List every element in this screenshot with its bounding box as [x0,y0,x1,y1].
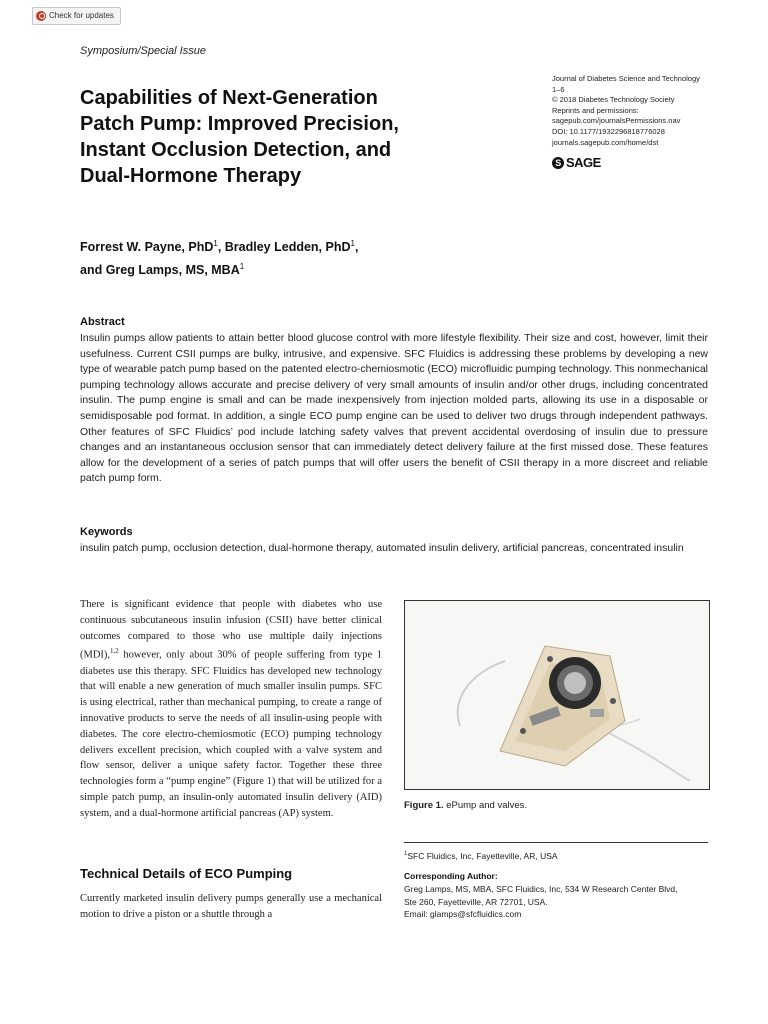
sage-logo-icon: S [552,157,564,169]
title-line: Patch Pump: Improved Precision, [80,113,399,135]
corresponding-line: Ste 260, Fayetteville, AR 72701, USA. [404,896,548,907]
check-updates-label: Check for updates [49,11,114,20]
corresponding-line: Greg Lamps, MS, MBA, SFC Fluidics, Inc, 534 W Research Center Blvd, [404,884,678,894]
footnote-divider [404,842,708,843]
body-text: There is significant evidence that people with diabetes who use continuous subcutaneous insulin infusion (CSII) have better clinical outcomes compared to those who use multiple daily injections (MDI), [80,599,382,661]
affiliation-footnote [404,851,558,861]
body-paragraph-intro [80,597,382,822]
journal-reprints: Reprints and permissions: [552,105,639,115]
affiliation-mark: 1 [404,851,408,858]
journal-homepage-link[interactable]: journals.sagepub.com/home/dst [552,137,659,147]
keywords-heading: Keywords [80,526,133,538]
author-affiliation-mark: 1 [213,239,218,248]
title-line: Capabilities of Next-Generation [80,87,378,109]
article-title [80,85,460,189]
author-name: and Greg Lamps, MS, MBA [80,263,240,278]
author-affiliation-mark: 1 [239,262,245,272]
publisher-name: SAGE [566,155,601,170]
author-name: Forrest W. Payne, PhD [80,240,214,255]
keywords-text: insulin patch pump, occlusion detection, dual-hormone therapy, automated insulin delivery, artificial pancreas, concentrated insulin [80,542,684,554]
journal-name: Journal of Diabetes Science and Technology [552,74,700,83]
abstract-heading: Abstract [80,316,125,328]
title-line: Instant Occlusion Detection, and [80,139,392,161]
corresponding-email[interactable]: Email: glamps@sfcfluidics.com [404,909,522,920]
title-line: Dual-Hormone Therapy [80,165,302,187]
epump-device-illustration [405,601,709,789]
check-updates-icon [36,11,46,21]
journal-copyright: © 2018 Diabetes Technology Society [552,95,675,105]
journal-pages: 1–6 [552,84,565,94]
affiliation-text: SFC Fluidics, Inc, Fayetteville, AR, USA [407,851,558,861]
check-for-updates-badge[interactable] [32,7,121,25]
figure-1-caption [404,800,527,811]
journal-permissions-link[interactable]: sagepub.com/journalsPermissions.nav [552,116,681,126]
section-heading: Technical Details of ECO Pumping [80,866,293,881]
journal-info [552,74,752,148]
author-name: Bradley Ledden, PhD [224,240,351,255]
author-list: Forrest W. Payne, PhD$^1$, Bradley Ledden, PhD$^1$, and Greg Lamps, MS, MBA$^1$ [80,239,359,278]
corresponding-author-heading: Corresponding Author: [404,871,498,881]
abstract-text: Insulin pumps allow patients to attain better blood glucose control with more lifestyle flexibility. Their size and cost, however, limit their usefulness. Current CSII pumps are bulky, intrusive, and expensive. SFC Fluidics is addressing these problems by developing a new type of wearable patch pump based on the patented electro-chemiosmotic (ECO) microfluidic pumping technology. This nonmechanical pumping technology allows accurate and precise delivery of very small amounts of insulin and/or other drugs, including concentrated insulin. The pump engine is small and can be made inexpensively from injection molded parts, allowing its use in a disposable or semidisposable pod format. In addition, a single ECO pump engine can be used to deliver two drugs through independent pathways. Other features of SFC Fluidics’ pod include latching safety valves that prevent accidental overdosing of insulin due to pressure changes and an instantaneous occlusion sensor that can immediately detect delivery failure at the first missed dose. These features allow for the development of a series of patch pumps that will offer users the benefit of CSII therapy in a more discreet and reliable patch pump form. [80,332,708,485]
corresponding-author-details [404,883,708,921]
publisher-logo [552,155,601,170]
journal-doi[interactable]: DOI: 10.1177/1932296818776028 [552,126,665,136]
body-text: however, only about 30% of people suffering from type 1 diabetes use this therapy. SFC Fluidics has developed new technology that will enable a new generation of much smaller insulin pumps. SFC is using electrical, rather than mechanical pumping, to create a range of innovative products to serve the needs of all insulin-using people with diabetes. The core electro-chemiosmotic (ECO) pumping technology delivers excellent precision, which coupled with a valve system and flow sensor, deliver a unique safety factor. Together these three technologies form a “pump engine” (Figure 1) that will be utilized for a simple patch pump, an insulin-only automated insulin delivery (AID) system, and a dual-hormone artificial pancreas (AP) system. [80,649,382,819]
author-affiliation-mark: 1 [350,239,355,248]
section-tag: Symposium/Special Issue [80,45,206,57]
citation-mark[interactable]: 1,2 [110,647,119,656]
body-paragraph-technical: Currently marketed insulin delivery pumps generally use a mechanical motion to drive a piston or a shuttle through a [80,893,382,920]
figure-1-image [404,600,710,790]
figure-caption-text: ePump and valves. [443,800,528,811]
figure-label: Figure 1. [404,800,444,811]
